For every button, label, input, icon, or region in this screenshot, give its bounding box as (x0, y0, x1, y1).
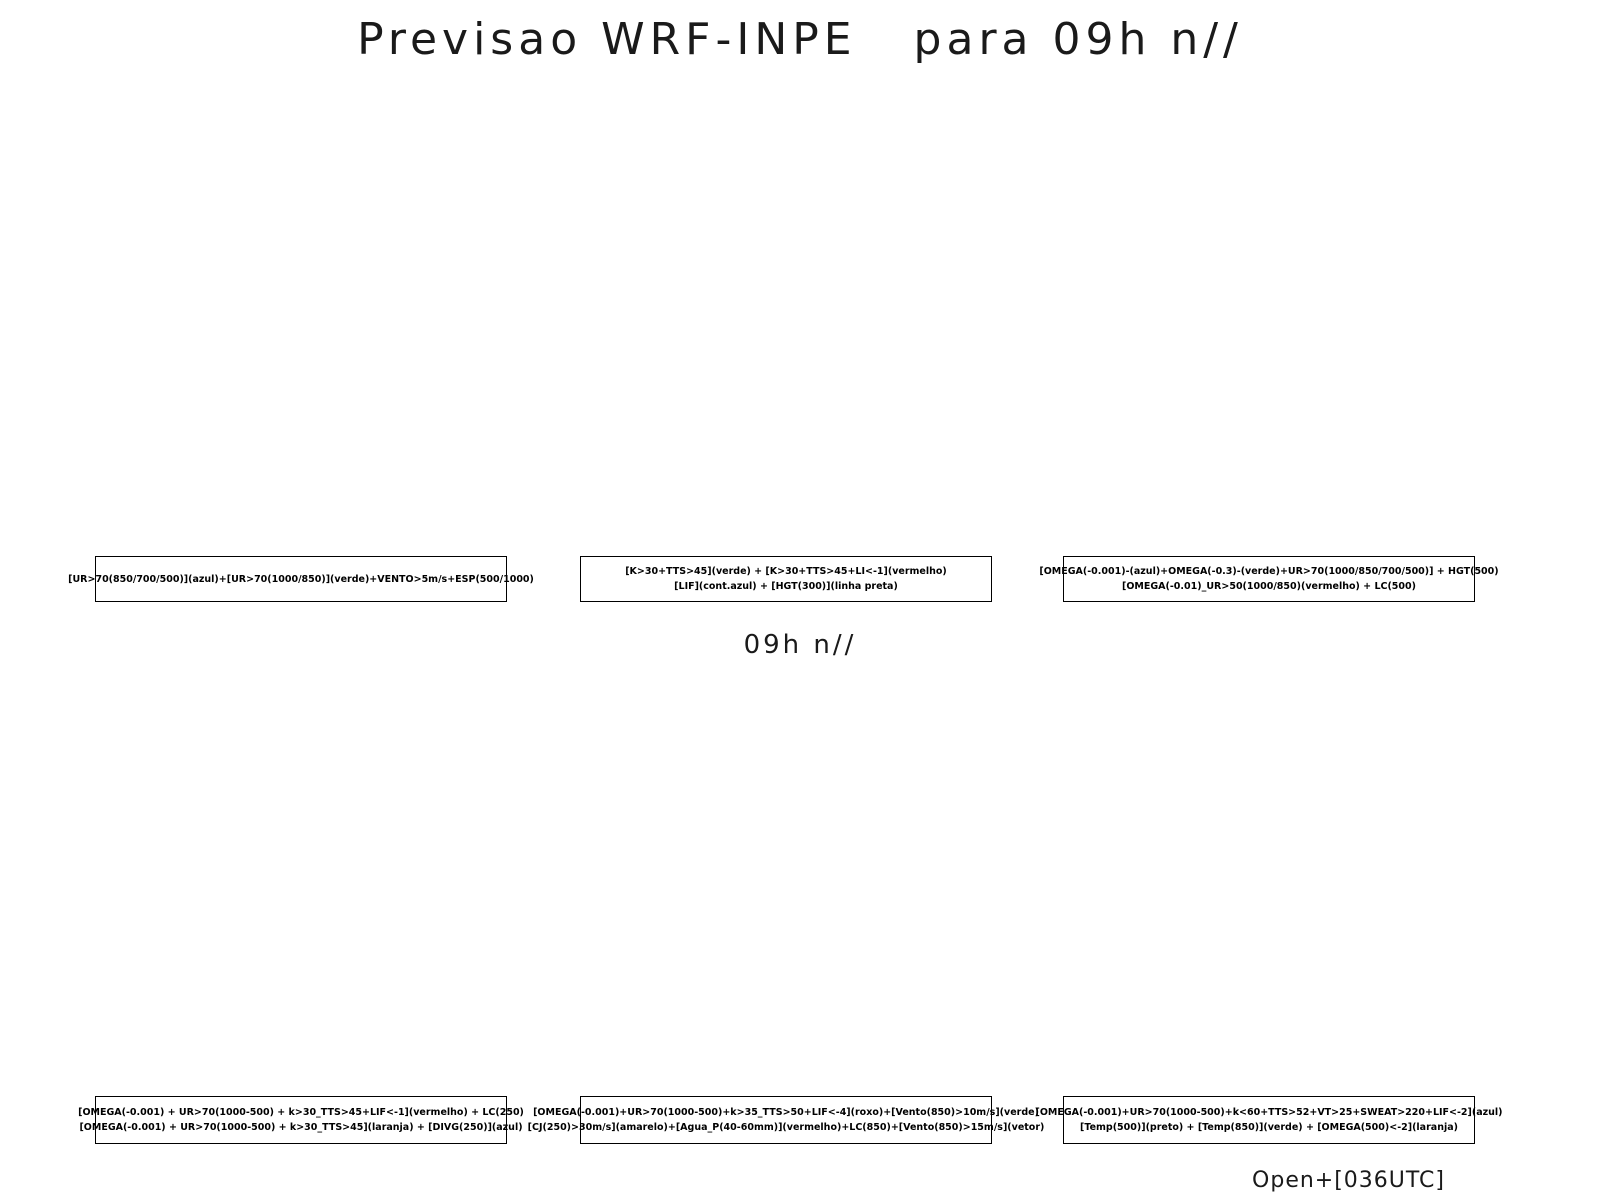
legend-line: [OMEGA(-0.001)-(azul)+OMEGA(-0.3)-(verde)+UR>70(1000/850/700/500)] + HGT(500) (1039, 566, 1499, 577)
panel-subtitle: 09h n// (743, 630, 857, 660)
omega-lc-legend (78, 1096, 524, 1144)
k-index-legend (580, 556, 992, 602)
cj-agua-legend (527, 1096, 1045, 1144)
sweat-temp-legend (1035, 1096, 1503, 1144)
legend-line: [OMEGA(-0.001) + UR>70(1000-500) + k>30_TTS>45](laranja) + [DIVG(250)](azul) (79, 1122, 523, 1133)
page-title: Previsao WRF-INPE para 09h n// (357, 14, 1243, 65)
footer-timestamp: Open+[036UTC] (1252, 1168, 1445, 1193)
legend-line: [Temp(500)](preto) + [Temp(850)](verde) + [OMEGA(500)<-2](laranja) (1080, 1122, 1458, 1133)
legend-line: [K>30+TTS>45](verde) + [K>30+TTS>45+LI<-1](vermelho) (625, 566, 947, 577)
omega-hgt-legend (1039, 556, 1499, 602)
legend-line: [OMEGA(-0.01)_UR>50(1000/850)(vermelho) + LC(500) (1122, 581, 1416, 592)
humidity-wind-legend (68, 556, 534, 602)
legend-line: [LIF](cont.azul) + [HGT(300)](linha preta) (674, 581, 898, 592)
legend-line: [OMEGA(-0.001)+UR>70(1000-500)+k<60+TTS>52+VT>25+SWEAT>220+LIF<-2](azul) (1035, 1107, 1503, 1118)
legend-line: [UR>70(850/700/500)](azul)+[UR>70(1000/850)](verde)+VENTO>5m/s+ESP(500/1000) (68, 573, 534, 585)
legend-line: [OMEGA(-0.001) + UR>70(1000-500) + k>30_TTS>45+LIF<-1](vermelho) + LC(250) (78, 1107, 524, 1118)
legend-line: [CJ(250)>30m/s](amarelo)+[Agua_P(40-60mm)](vermelho)+LC(850)+[Vento(850)>15m/s](vetor) (527, 1122, 1045, 1133)
legend-line: [OMEGA(-0.001)+UR>70(1000-500)+k>35_TTS>50+LIF<-4](roxo)+[Vento(850)>10m/s](verde) (533, 1107, 1039, 1118)
